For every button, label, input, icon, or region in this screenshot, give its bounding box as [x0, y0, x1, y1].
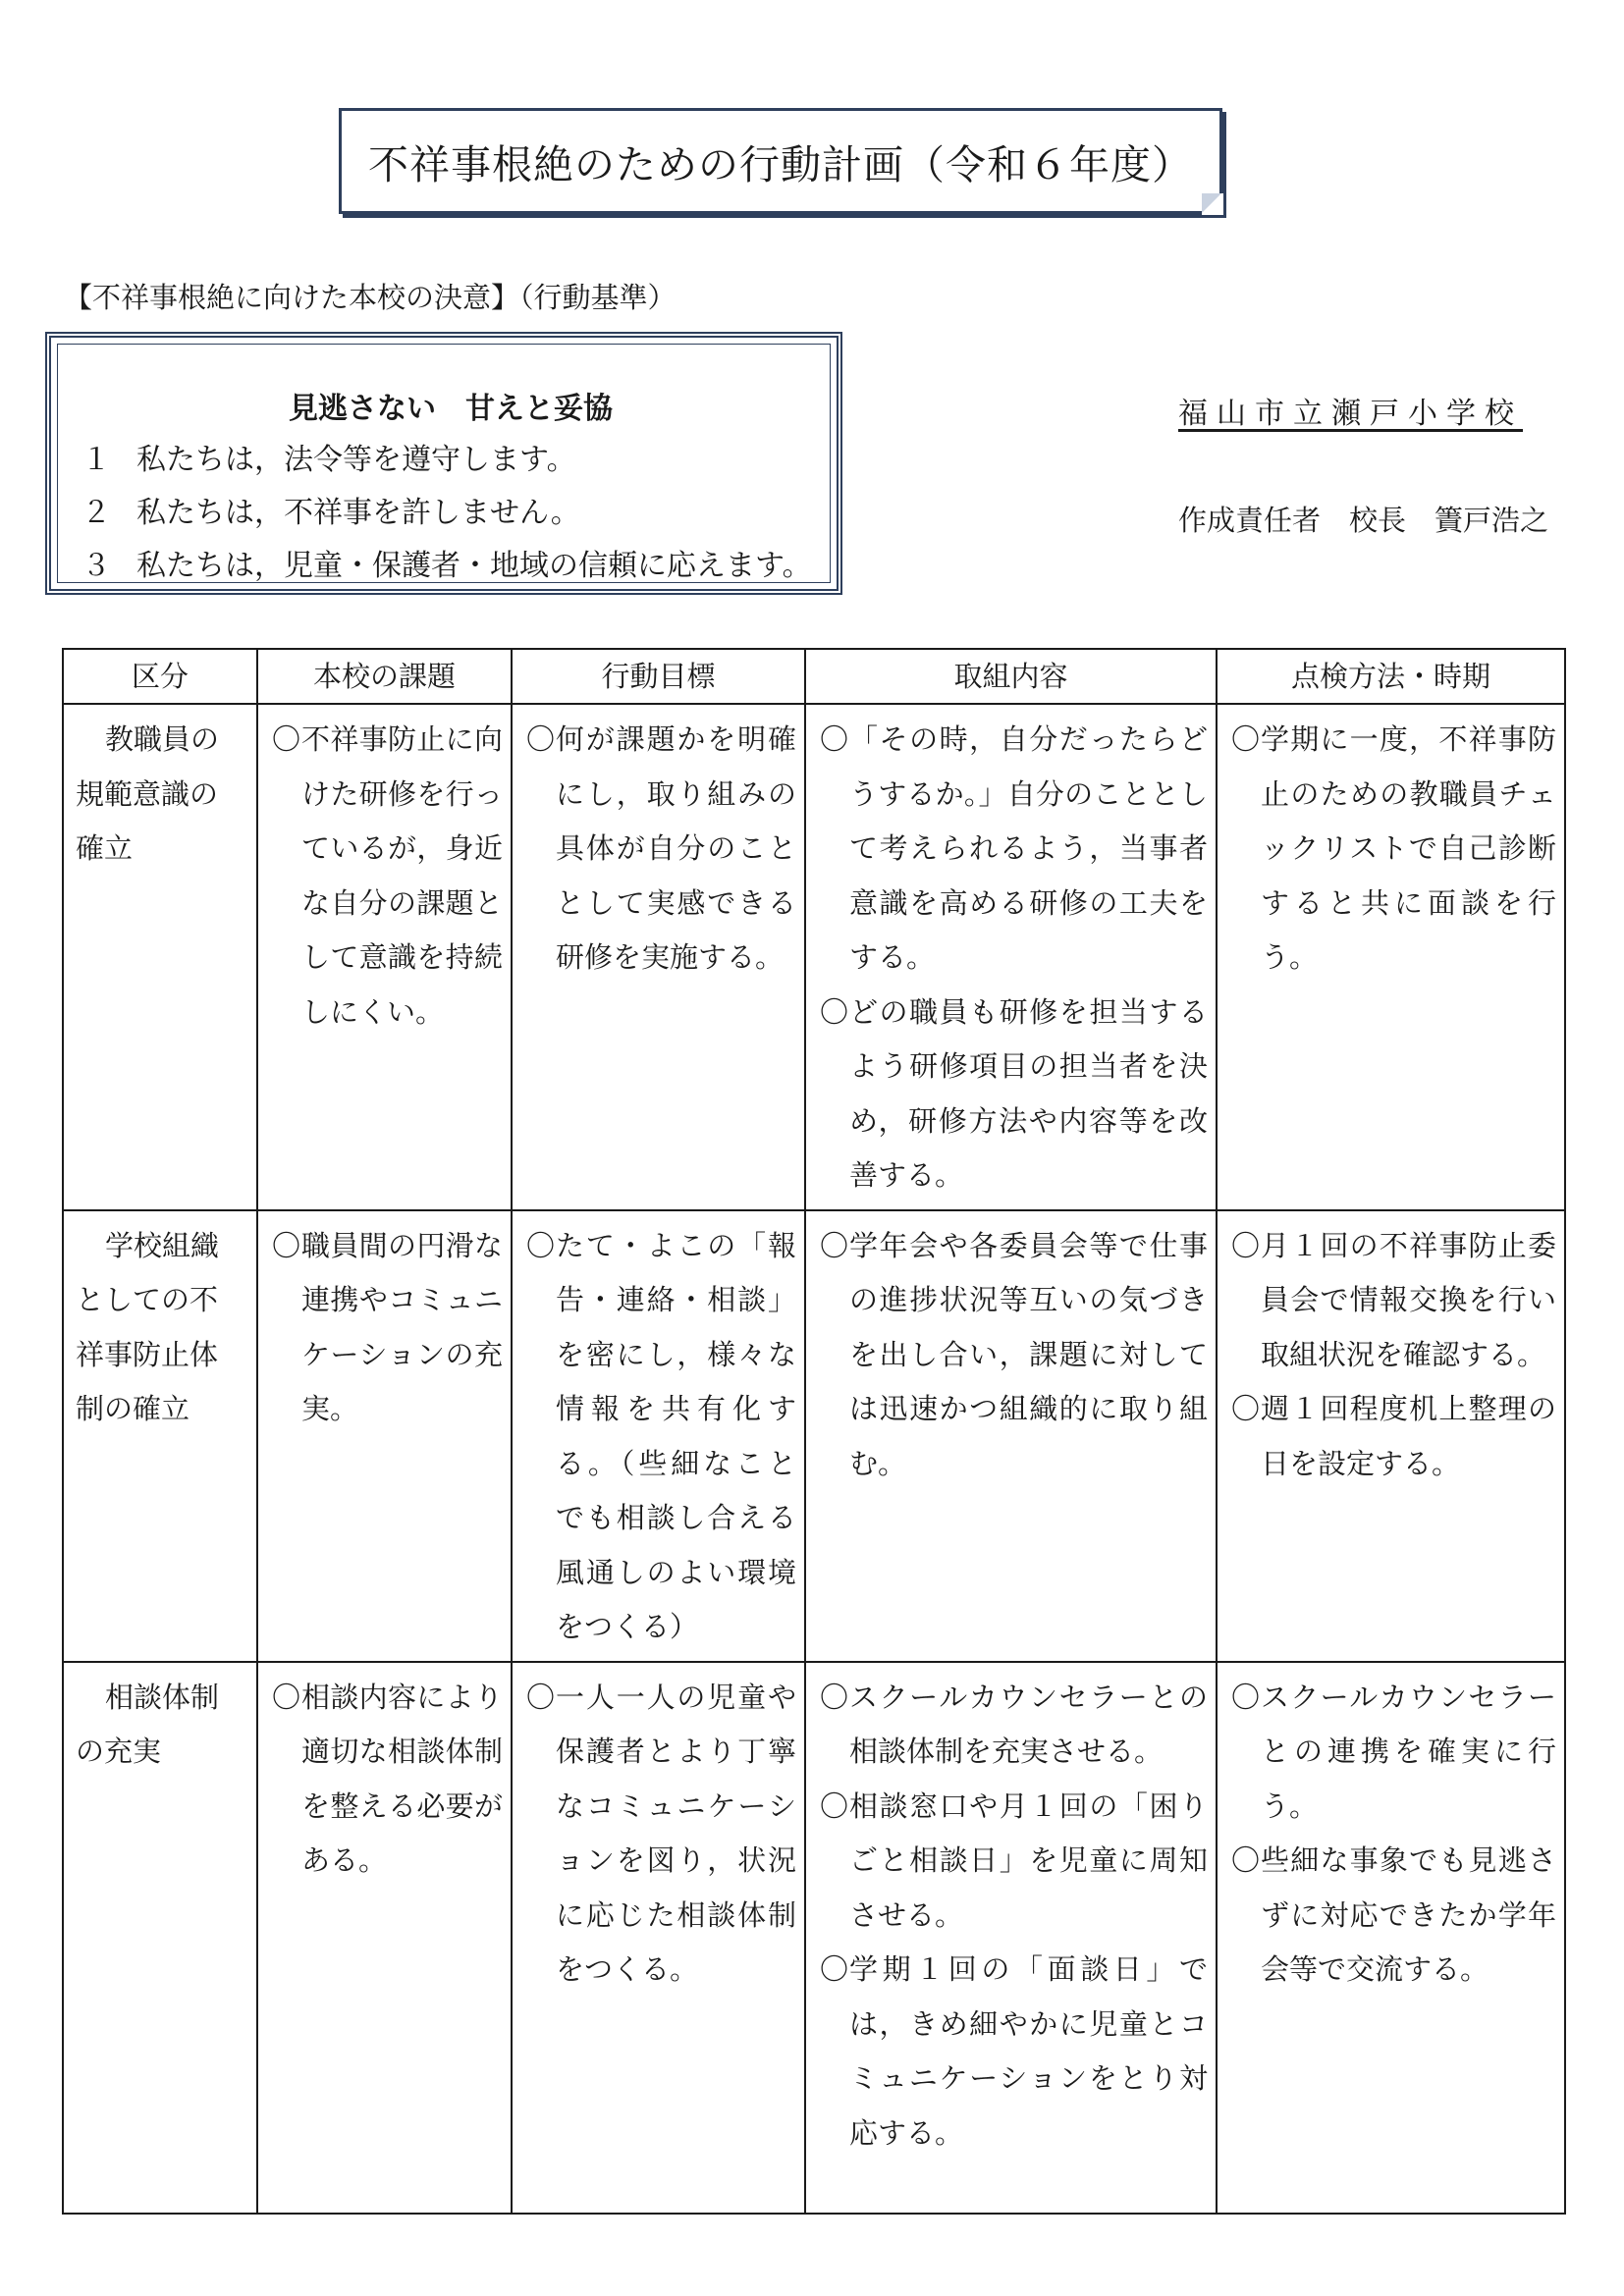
bullet-mark: 〇: [526, 722, 556, 756]
bullet-text: 学年会や各委員会等で仕事の進捗状況等互いの気づきを出し合い，課題に対しては迅速かつ組織的に取り組む。: [849, 1228, 1208, 1480]
table-row: [63, 1210, 1565, 1662]
category-line: 相談体制: [105, 1680, 220, 1714]
bullet-mark: 〇: [1231, 1680, 1261, 1714]
title-box-fold: [1202, 193, 1223, 215]
bullet-text: 不祥事防止に向けた研修を行っているが，身近な自分の課題として意識を持続しにくい。: [301, 722, 503, 1029]
pledge-number: ３: [81, 549, 111, 583]
category-cell: [63, 1210, 257, 1662]
check-cell: [1217, 1662, 1565, 2214]
bullet-text: 相談内容により適切な相談体制を整える必要がある。: [301, 1680, 503, 1877]
bullet-item: [820, 986, 1208, 1203]
pledge-box: [45, 332, 842, 595]
bullet-mark: 〇: [820, 1952, 849, 1986]
resolve-heading: 【不祥事根絶に向けた本校の決意】（行動基準）: [64, 281, 677, 314]
bullet-text: 何が課題かを明確にし，取り組みの具体が自分のこととして実感できる研修を実施する。: [556, 722, 796, 974]
column-header: 区分: [63, 649, 257, 704]
pledge-number: １: [81, 443, 111, 477]
bullet-text: スクールカウンセラーとの相談体制を充実させる。: [849, 1680, 1208, 1768]
bullet-item: [1231, 1834, 1556, 1998]
bullet-text: 学期に一度，不祥事防止のための教職員チェックリストで自己診断すると共に面談を行う。: [1261, 722, 1556, 974]
table-row: [63, 1662, 1565, 2214]
bullet-mark: 〇: [1231, 1228, 1261, 1262]
bullet-item: [820, 1780, 1208, 1944]
bullet-text: スクールカウンセラーとの連携を確実に行う。: [1261, 1680, 1556, 1823]
check-cell: [1217, 1210, 1565, 1662]
pledge-2: [81, 488, 580, 531]
bullet-mark: 〇: [820, 1789, 849, 1823]
bullet-item: [1231, 1219, 1556, 1383]
bullet-text: 学期１回の「面談日」では，きめ細やかに児童とコミュニケーションをとり対応する。: [849, 1952, 1208, 2150]
slogan: 見逃さない 甘えと妥協: [289, 392, 613, 426]
bullet-item: [272, 1671, 503, 1889]
bullet-item: [820, 1219, 1208, 1492]
bullet-mark: 〇: [820, 994, 849, 1029]
table-header-row: [63, 649, 1565, 704]
bullet-text: 「その時，自分だったらどうするか。」自分のこととして考えられるよう，当事者意識を高める研修の工夫をする。: [849, 722, 1208, 974]
bullet-mark: 〇: [272, 1228, 301, 1262]
pledge-1: [81, 435, 576, 478]
goal-cell: [512, 704, 805, 1210]
category-line: の充実: [76, 1735, 162, 1768]
actions-cell: [805, 704, 1217, 1210]
bullet-mark: 〇: [820, 1680, 849, 1714]
issue-cell: [257, 1662, 512, 2214]
pledge-text: 私たちは，児童・保護者・地域の信頼に応えます。: [136, 549, 812, 583]
school-name: 福山市立瀬戸小学校: [1178, 397, 1523, 431]
bullet-mark: 〇: [526, 1228, 556, 1262]
bullet-item: [1231, 1671, 1556, 1835]
bullet-text: 月１回の不祥事防止委員会で情報交換を行い取組状況を確認する。: [1261, 1228, 1556, 1371]
bullet-text: 週１回程度机上整理の日を設定する。: [1261, 1392, 1556, 1480]
category-line: としての不: [76, 1283, 219, 1316]
category-line: 教職員の: [105, 722, 220, 756]
category-line: 制の確立: [76, 1392, 190, 1425]
goal-cell: [512, 1210, 805, 1662]
author-line: 作成責任者 校長 簀戸浩之: [1178, 504, 1549, 537]
column-header: 取組内容: [805, 649, 1217, 704]
bullet-item: [1231, 713, 1556, 986]
bullet-item: [1231, 1382, 1556, 1491]
bullet-text: 職員間の円滑な連携やコミュニケーションの充実。: [301, 1228, 503, 1425]
category-line: 祥事防止体: [76, 1337, 219, 1371]
bullet-text: 一人一人の児童や保護者とより丁寧なコミュニケーションを図り，状況に応じた相談体制をつくる。: [556, 1680, 796, 1986]
bullet-mark: 〇: [526, 1680, 556, 1714]
pledge-text: 私たちは，法令等を遵守します。: [136, 443, 576, 477]
category-line: 学校組織: [105, 1228, 220, 1262]
category-line: 確立: [76, 831, 134, 865]
bullet-item: [272, 713, 503, 1040]
table-row: [63, 704, 1565, 1210]
issue-cell: [257, 704, 512, 1210]
bullet-text: 相談窓口や月１回の「困りごと相談日」を児童に周知させる。: [849, 1789, 1208, 1932]
category-line: 規範意識の: [76, 776, 219, 811]
bullet-item: [526, 713, 796, 986]
column-header: 行動目標: [512, 649, 805, 704]
bullet-item: [526, 1671, 796, 1998]
actions-cell: [805, 1210, 1217, 1662]
bullet-text: 些細な事象でも見逃さずに対応できたか学年会等で交流する。: [1261, 1843, 1556, 1986]
page-title: 不祥事根絶のための行動計画（令和６年度）: [368, 140, 1193, 188]
category-cell: [63, 704, 257, 1210]
column-header: 点検方法・時期: [1217, 649, 1565, 704]
pledge-box-inner: [57, 344, 831, 583]
bullet-mark: 〇: [272, 1680, 301, 1714]
pledge-3: [81, 541, 812, 584]
bullet-mark: 〇: [1231, 1843, 1261, 1877]
category-cell: [63, 1662, 257, 2214]
goal-cell: [512, 1662, 805, 2214]
actions-cell: [805, 1662, 1217, 2214]
bullet-text: たて・よこの「報告・連絡・相談」を密にし，様々な情報を共有化する。（些細なことでも相談し合える風通しのよい環境をつくる）: [556, 1228, 796, 1643]
bullet-item: [820, 1671, 1208, 1780]
check-cell: [1217, 704, 1565, 1210]
bullet-item: [820, 1943, 1208, 2161]
bullet-mark: 〇: [1231, 722, 1261, 756]
bullet-item: [526, 1219, 796, 1655]
action-plan-table: [62, 648, 1566, 2215]
bullet-mark: 〇: [820, 722, 849, 756]
column-header: 本校の課題: [257, 649, 512, 704]
issue-cell: [257, 1210, 512, 1662]
bullet-mark: 〇: [820, 1228, 849, 1262]
bullet-item: [272, 1219, 503, 1437]
title-box: [339, 108, 1222, 214]
pledge-text: 私たちは，不祥事を許しません。: [136, 496, 580, 530]
bullet-item: [820, 713, 1208, 986]
bullet-mark: 〇: [1231, 1392, 1261, 1425]
bullet-text: どの職員も研修を担当するよう研修項目の担当者を決め，研修方法や内容等を改善する。: [849, 994, 1208, 1192]
bullet-mark: 〇: [272, 722, 301, 756]
pledge-number: ２: [81, 496, 111, 530]
